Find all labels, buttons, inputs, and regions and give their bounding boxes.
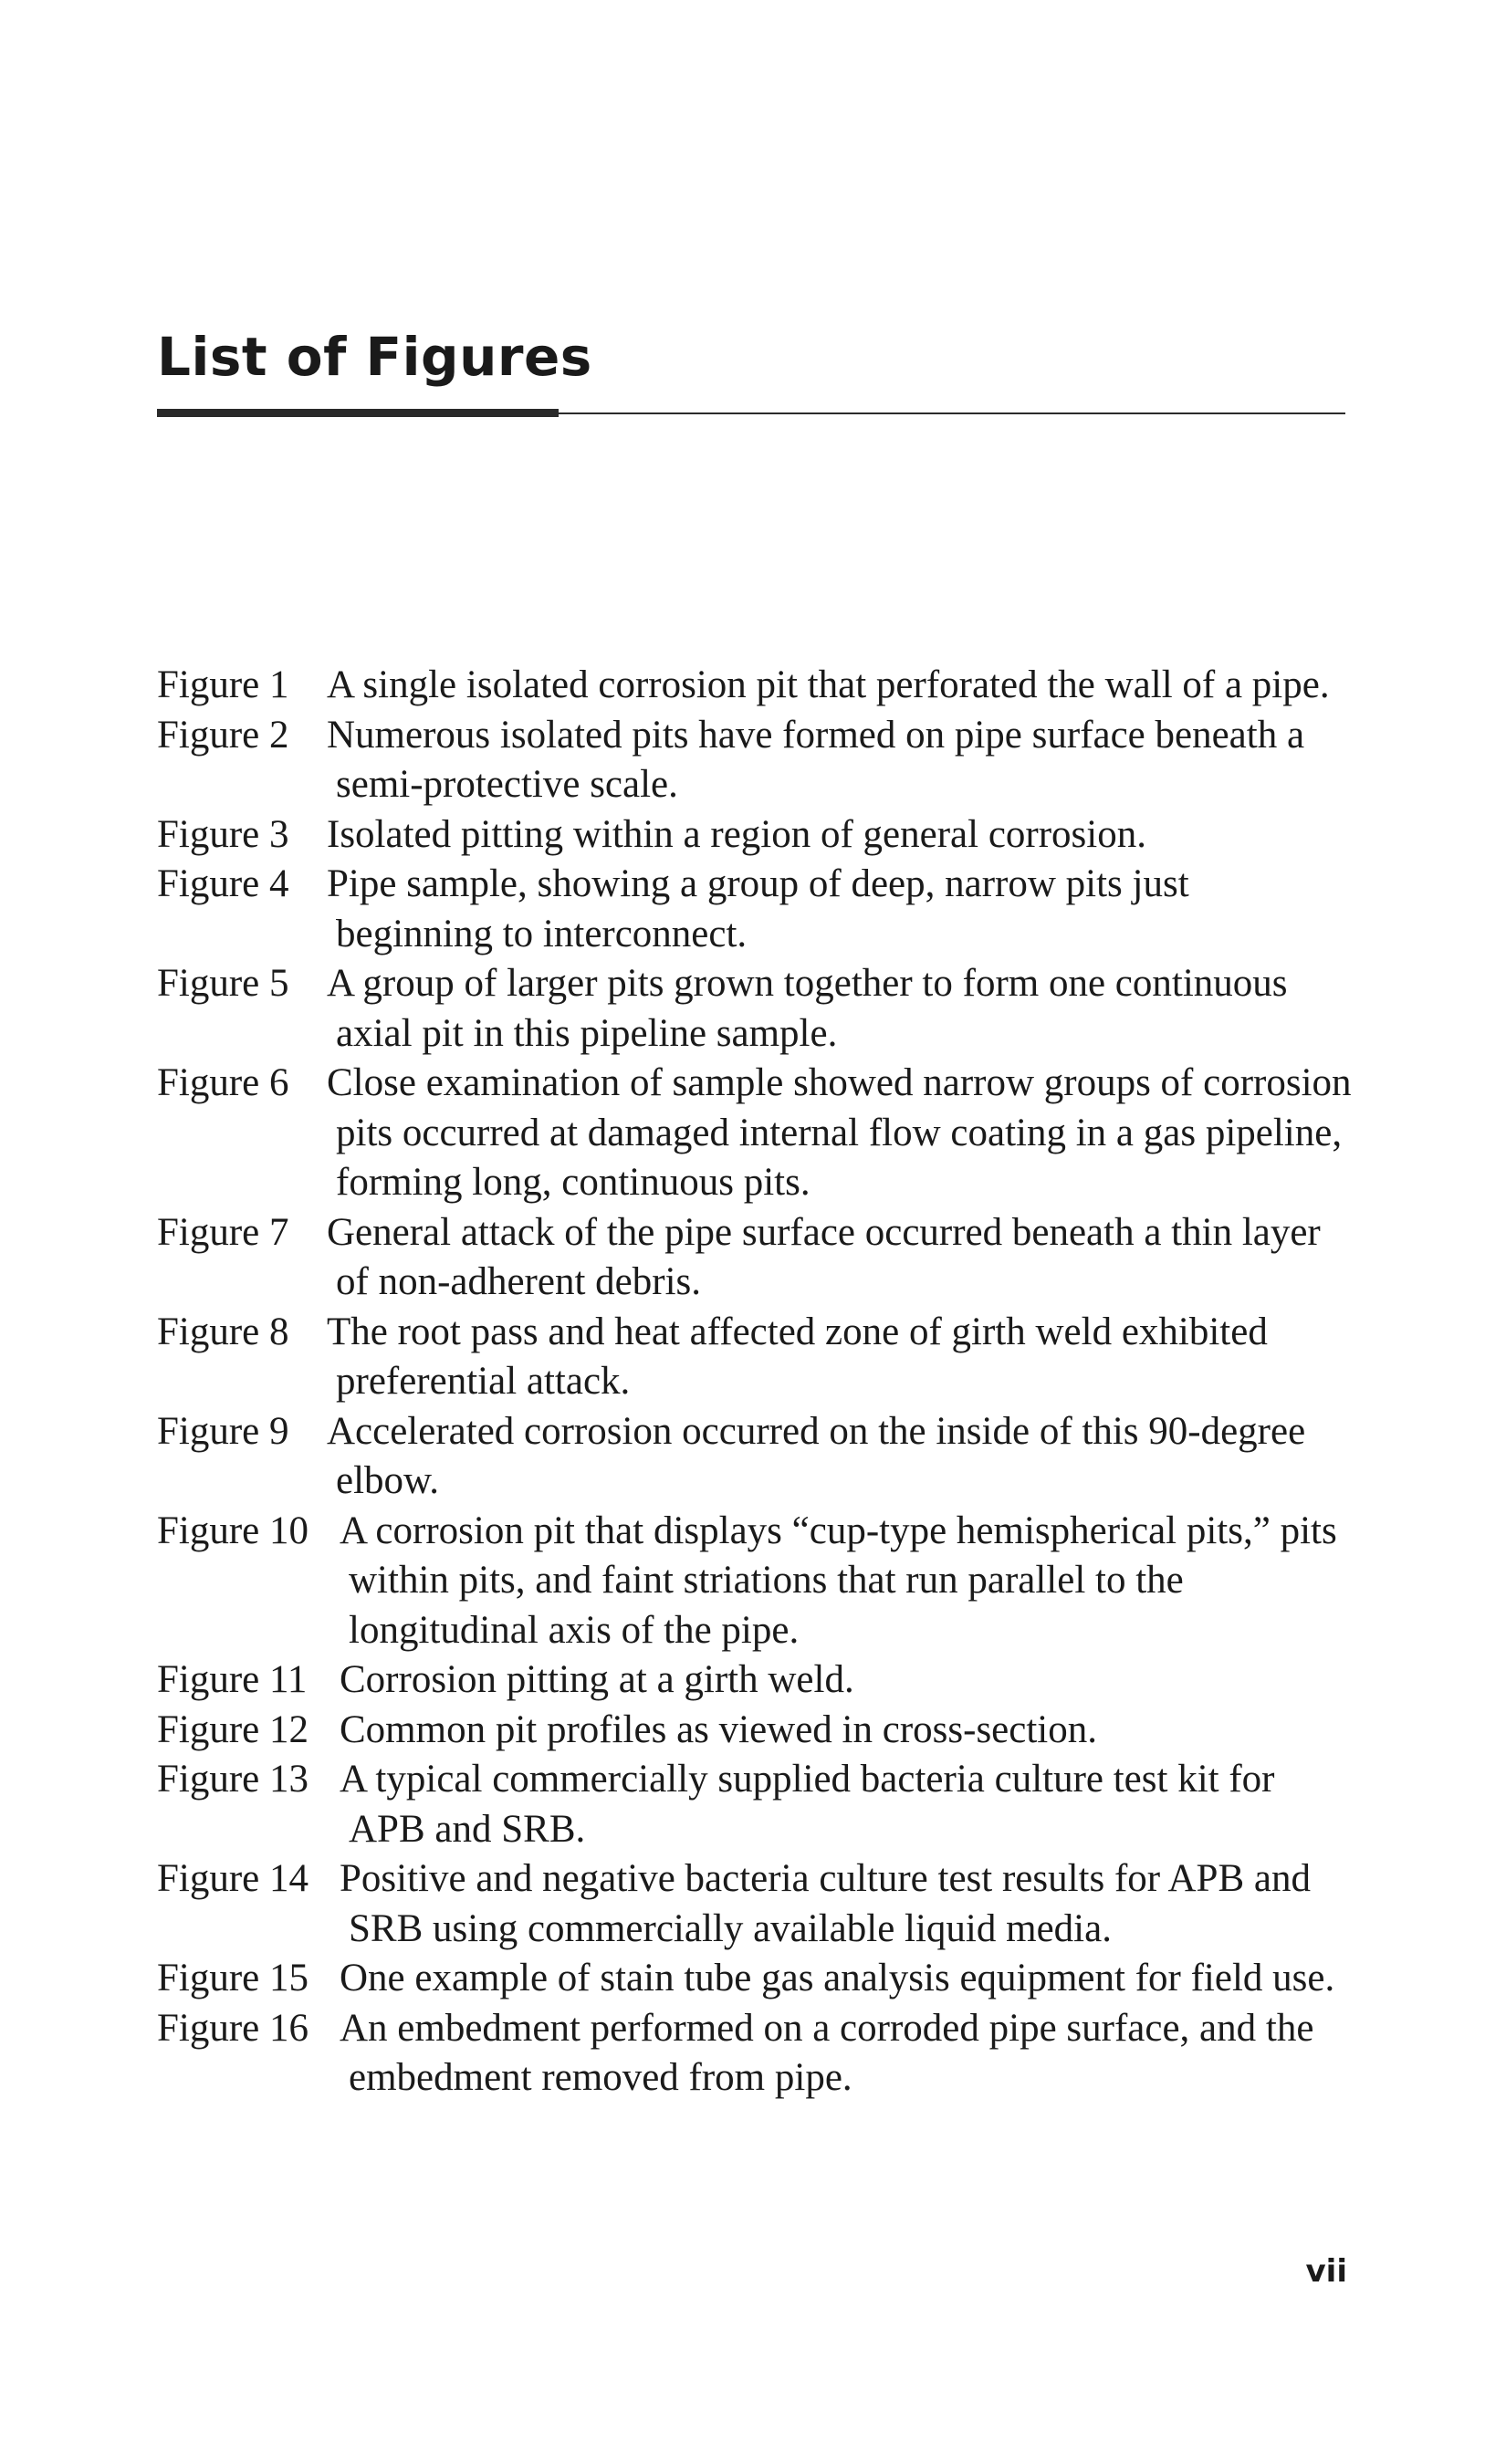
figure-caption: Common pit profiles as viewed in cross-section. (340, 1707, 1097, 1751)
figure-entry-10 (157, 1507, 1353, 1656)
figure-label: Figure 3 (157, 812, 289, 856)
figure-caption: Pipe sample, showing a group of deep, narrow pits just beginning to interconnect. (327, 862, 1189, 955)
figure-caption: A typical commercially supplied bacteria culture test kit for APB and SRB. (340, 1758, 1275, 1851)
figure-caption: Accelerated corrosion occurred on the inside of this 90-degree elbow. (327, 1409, 1306, 1502)
figure-label: Figure 11 (157, 1658, 308, 1701)
page-number: vii (1305, 2253, 1347, 2290)
figure-caption: One example of stain tube gas analysis equipment for field use. (340, 1957, 1335, 1999)
figure-entry-2 (157, 711, 1353, 810)
figure-label: Figure 2 (157, 713, 289, 757)
figure-label: Figure 8 (157, 1310, 289, 1353)
figure-entry-13 (157, 1755, 1353, 1854)
figure-entry-3 (157, 810, 1353, 861)
title-underline-thin (559, 412, 1345, 414)
figure-caption: Close examination of sample showed narrow groups of corrosion pits occurred at damaged internal flow coating in a gas pipeline, forming long, continuous pits. (327, 1061, 1352, 1204)
figure-label: Figure 4 (157, 862, 289, 905)
figure-entry-8 (157, 1308, 1353, 1407)
figure-caption: A single isolated corrosion pit that perforated the wall of a pipe. (327, 663, 1330, 706)
figure-label: Figure 1 (157, 663, 289, 706)
figure-entry-9 (157, 1407, 1353, 1507)
figure-caption: Numerous isolated pits have formed on pipe surface beneath a semi-protective scale. (327, 713, 1305, 806)
figure-label: Figure 7 (157, 1210, 289, 1254)
page-title: List of Figures (157, 326, 592, 388)
figure-entry-1 (157, 661, 1353, 711)
figure-list (157, 661, 1353, 2104)
figure-label: Figure 13 (157, 1758, 309, 1801)
figure-entry-16 (157, 2004, 1353, 2104)
figure-label: Figure 6 (157, 1061, 289, 1104)
figure-entry-4 (157, 860, 1353, 959)
figure-caption: Isolated pitting within a region of general corrosion. (327, 812, 1146, 856)
figure-label: Figure 12 (157, 1707, 309, 1751)
figure-label: Figure 10 (157, 1509, 309, 1552)
figure-caption: Positive and negative bacteria culture test results for APB and SRB using commercially available liquid media. (340, 1857, 1311, 1950)
figure-caption: A corrosion pit that displays “cup-type hemispherical pits,” pits within pits, and faint striations that run parallel to the longitudinal axis of the pipe. (340, 1509, 1337, 1652)
figure-caption: A group of larger pits grown together to form one continuous axial pit in this pipeline sample. (327, 962, 1288, 1055)
figure-caption: An embedment performed on a corroded pipe surface, and the embedment removed from pipe. (340, 2006, 1314, 2099)
figure-entry-6 (157, 1059, 1353, 1208)
title-underline-thick (157, 409, 559, 417)
figure-label: Figure 9 (157, 1409, 289, 1453)
figure-entry-15 (157, 1954, 1353, 2004)
figure-entry-14 (157, 1854, 1353, 1954)
figure-entry-12 (157, 1706, 1353, 1756)
figure-label: Figure 15 (157, 1957, 309, 1999)
figure-caption: The root pass and heat affected zone of girth weld exhibited preferential attack. (327, 1310, 1268, 1403)
figure-label: Figure 5 (157, 962, 289, 1005)
figure-entry-7 (157, 1208, 1353, 1308)
figure-label: Figure 16 (157, 2006, 309, 2050)
figure-caption: Corrosion pitting at a girth weld. (340, 1658, 854, 1701)
figure-entry-5 (157, 959, 1353, 1059)
figure-entry-11 (157, 1655, 1353, 1706)
figure-caption: General attack of the pipe surface occurred beneath a thin layer of non-adherent debris. (327, 1210, 1321, 1303)
figure-label: Figure 14 (157, 1857, 309, 1900)
